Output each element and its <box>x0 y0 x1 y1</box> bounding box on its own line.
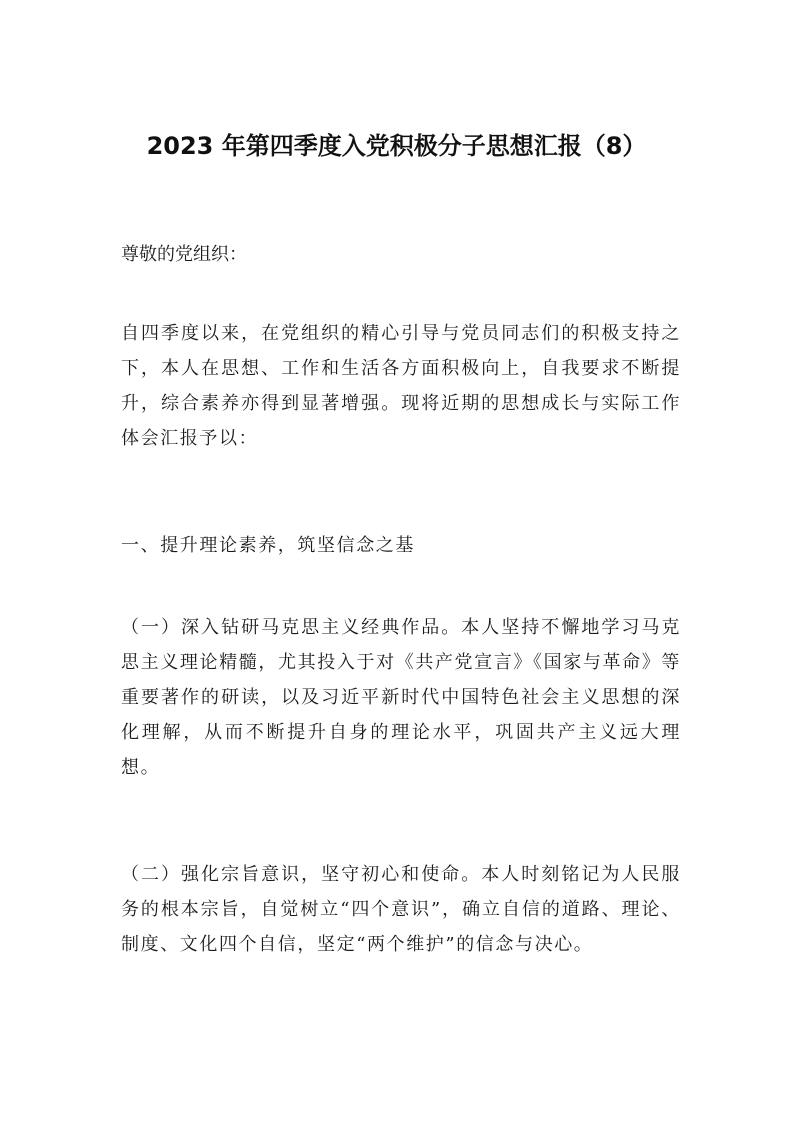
subsection-paragraph-1: （一）深入钻研马克思主义经典作品。本人坚持不懈地学习马克思主义理论精髓，尤其投入于对《共产党宣言》《国家与革命》等重要著作的研读，以及习近平新时代中国特色社会主义思想的深化理解，从而不断提升自身的理论水平，巩固共产主义远大理想。 <box>121 617 681 778</box>
document-title: 2023 年第四季度入党积极分子思想汇报（8） <box>146 132 647 160</box>
intro-paragraph: 自四季度以来，在党组织的精心引导与党员同志们的积极支持之下，本人在思想、工作和生活各方面积极向上，自我要求不断提升，综合素养亦得到显著增强。现将近期的思想成长与实际工作体会汇报予以： <box>121 323 681 449</box>
subsection-paragraph-2: （二）强化宗旨意识，坚守初心和使命。本人时刻铭记为人民服务的根本宗旨，自觉树立“四个意识”，确立自信的道路、理论、制度、文化四个自信，坚定“两个维护”的信念与决心。 <box>121 864 681 955</box>
section-heading: 一、提升理论素养，筑坚信念之基 <box>121 535 415 556</box>
greeting: 尊敬的党组织： <box>121 244 247 265</box>
